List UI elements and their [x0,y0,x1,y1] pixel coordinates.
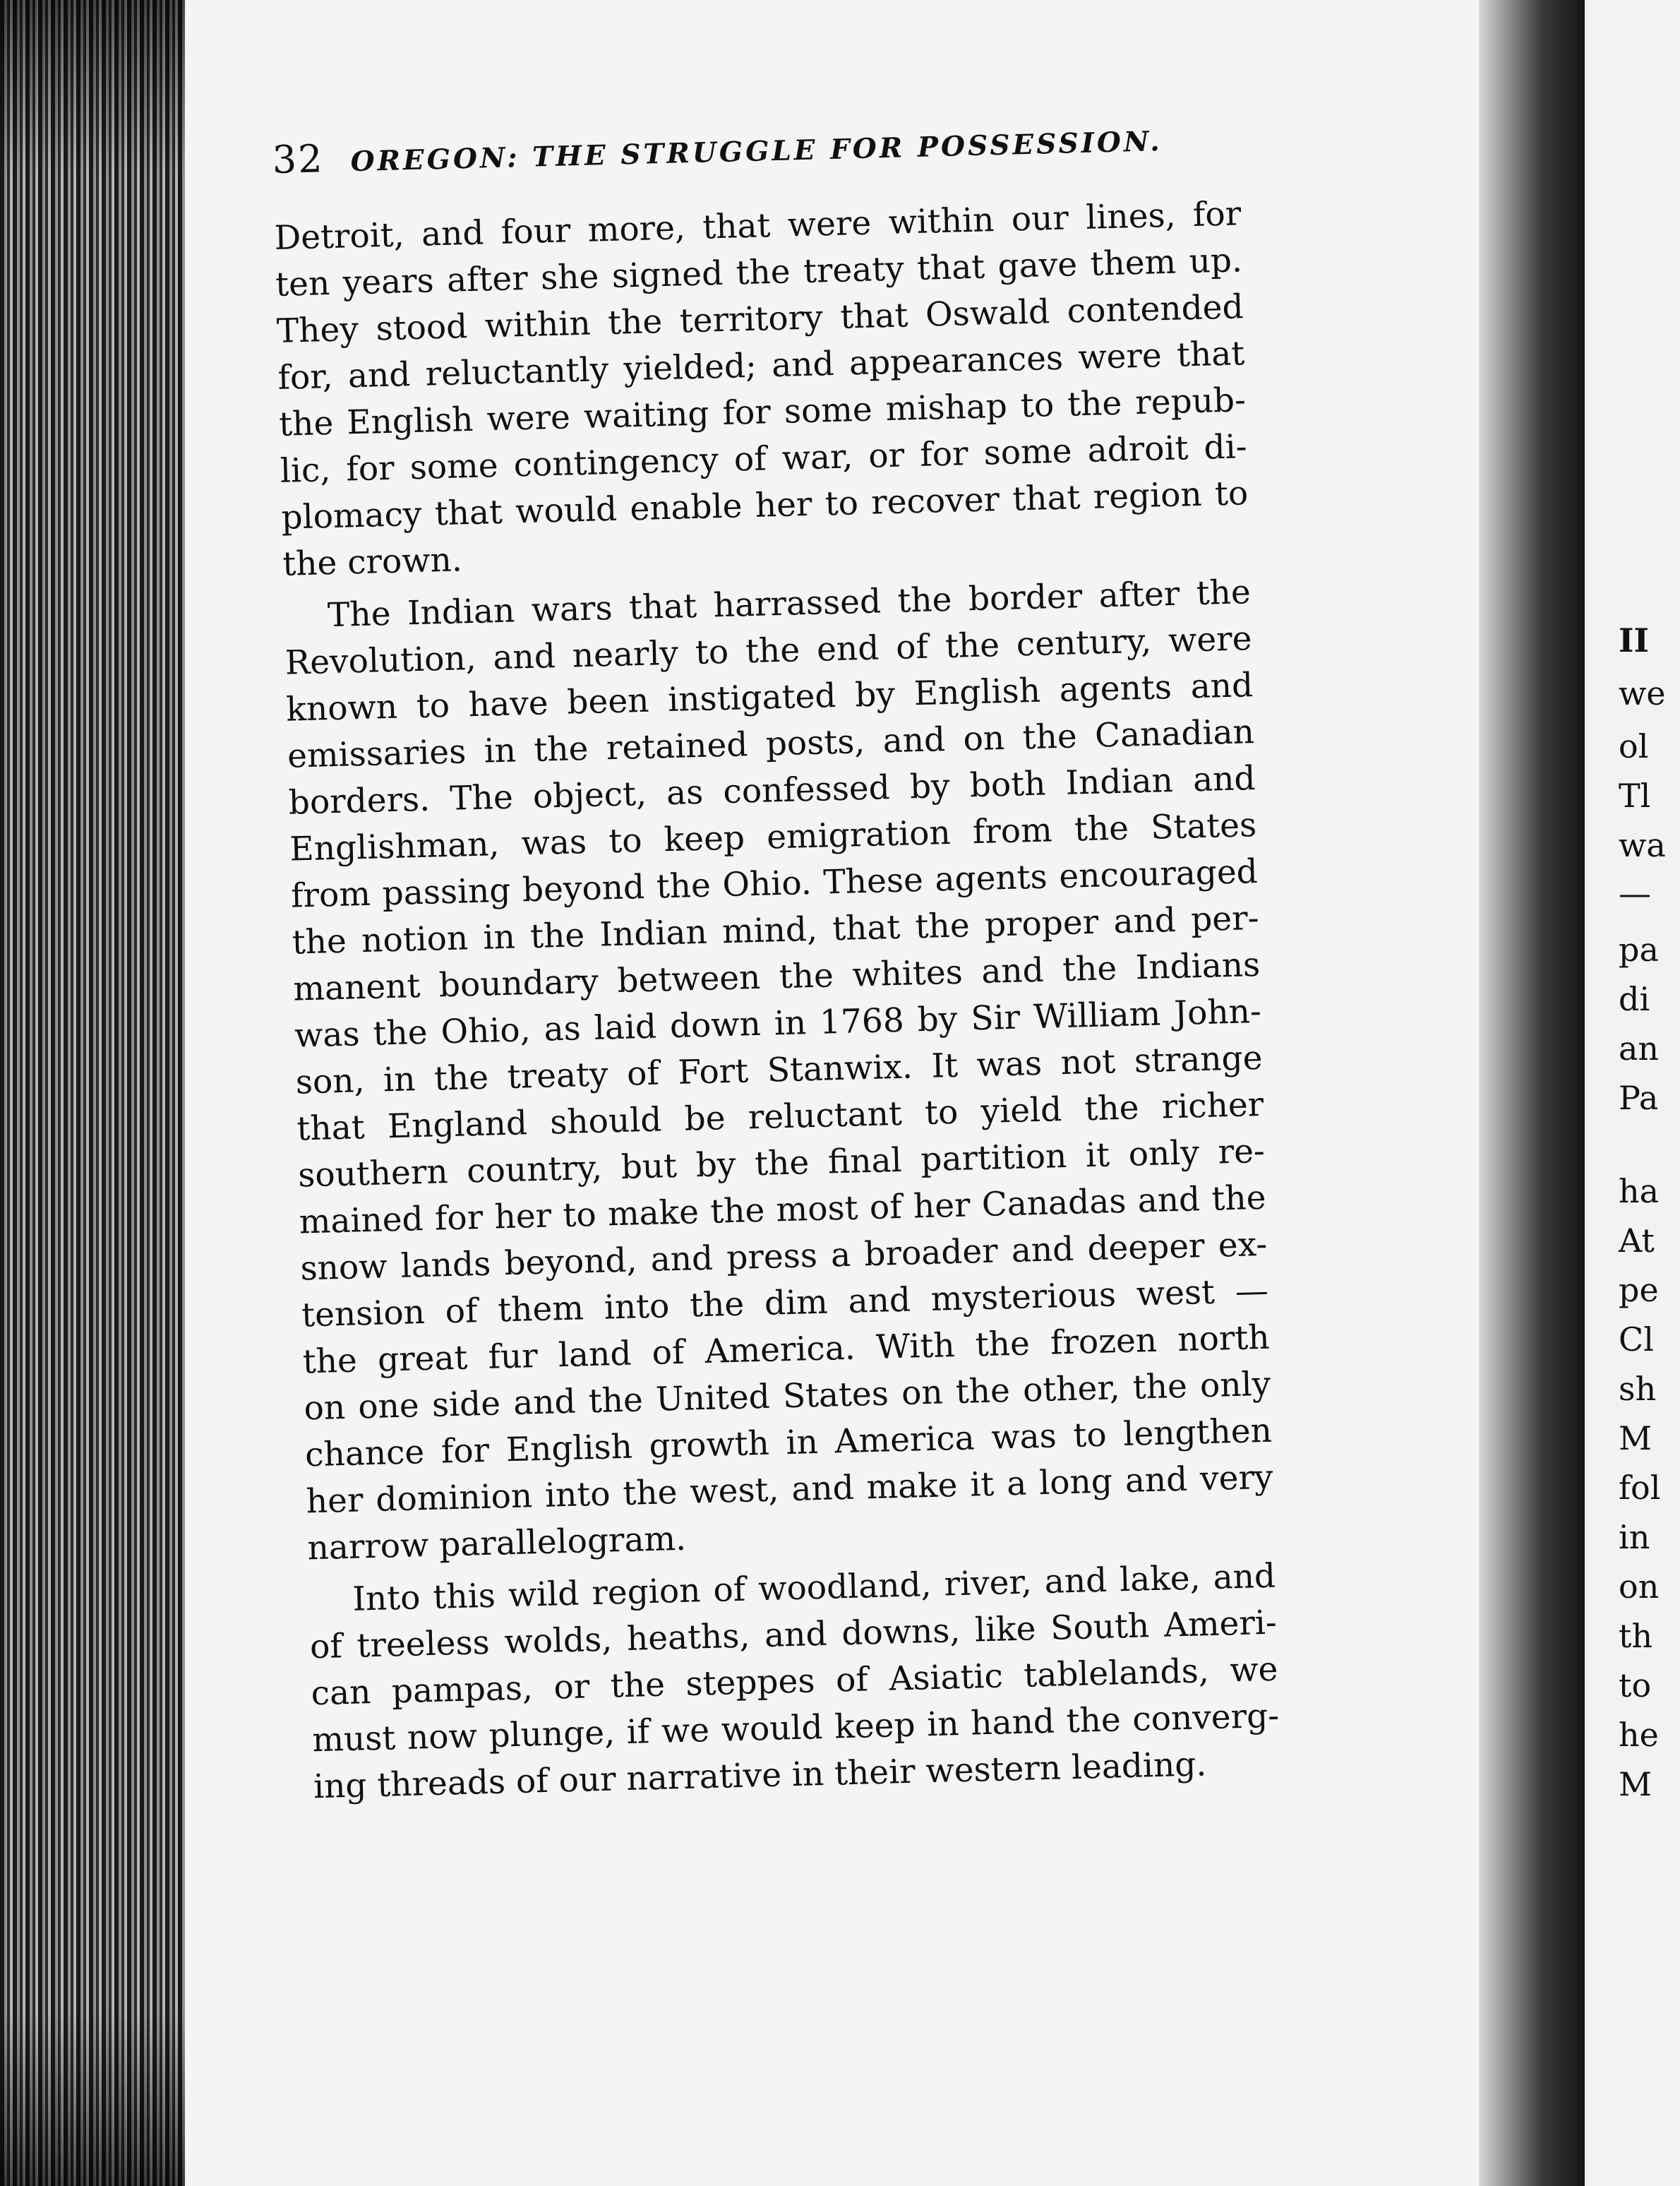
facing-fragment: Pa [1619,1079,1659,1117]
text-line: emissaries in the retained posts, and on the Canadian [287,712,1255,776]
facing-fragment: M [1619,1419,1652,1457]
facing-fragment: to [1619,1666,1652,1704]
text-line: ten years after she signed the treaty that gave them up. [275,241,1243,304]
paragraph-3 [308,1547,1528,1810]
paragraph-2 [283,563,1522,1572]
text-line: can pampas, or the steppes of Asiatic tablelands, we [311,1649,1279,1714]
facing-fragment: pe [1619,1271,1659,1309]
text-line: narrow parallelogram. [306,1519,687,1568]
text-line: from passing beyond the Ohio. These agents encouraged [290,852,1259,916]
text-line: manent boundary between the whites and the Indians [292,945,1261,1009]
facing-fragment: pa [1619,931,1659,969]
text-line: Detroit, and four more, that were within our lines, for [273,194,1242,258]
text-line: her dominion into the west, and make it a long and very [306,1457,1274,1522]
running-title: OREGON: THE STRUGGLE FOR POSSESSION. [350,125,1163,179]
facing-fragment: — [1619,874,1651,912]
text-line: The Indian wars that harrassed the border after the [327,573,1252,635]
text-line: lic, for some contingency of war, or for some adroit di- [280,427,1248,491]
text-line: known to have been instigated by English agents and [285,666,1254,729]
text-line: the notion in the Indian mind, that the proper and per- [292,898,1260,962]
facing-fragment: II [1619,621,1650,659]
facing-fragment: an [1619,1029,1660,1068]
facing-fragment: th [1619,1617,1653,1655]
text-line: was the Ohio, as laid down in 1768 by Sir William John- [294,991,1262,1056]
text-line: the English were waiting for some mishap to the repub- [278,381,1247,444]
paragraph-1 [274,184,1497,587]
facing-fragment: At [1619,1222,1655,1260]
text-line: for, and reluctantly yielded; and appearances were that [277,334,1245,398]
facing-fragment: wa [1619,826,1666,864]
page-text-block [272,107,1528,1810]
facing-fragment: Tl [1619,777,1651,815]
facing-fragment: ol [1619,727,1649,765]
facing-fragment: sh [1619,1370,1657,1408]
text-line: on one side and the United States on the other, the only [303,1364,1271,1428]
text-line: They stood within the territory that Oswald contended [276,287,1244,351]
facing-fragment: fol [1619,1469,1661,1507]
text-line: tension of them into the dim and mysterious west — [301,1271,1269,1335]
facing-page [1585,0,1680,2186]
text-line: the great fur land of America. With the frozen north [302,1318,1271,1382]
text-line: the crown. [282,540,463,584]
text-line: Into this wild region of woodland, river, and lake, and [352,1556,1276,1619]
facing-fragment: in [1619,1518,1650,1556]
text-line: borders. The object, as confessed by both Indian and [288,759,1256,823]
text-line: ing threads of our narrative in their western leading. [313,1745,1207,1807]
text-line: of treeless wolds, heaths, and downs, like South Ameri- [309,1603,1278,1667]
text-line: that England should be reluctant to yield the richer [296,1085,1264,1149]
text-line: southern country, but by the final partition it only re- [297,1131,1266,1195]
text-line: chance for English growth in America was to lengthen [304,1411,1273,1475]
text-line: plomacy that would enable her to recover that region to [280,474,1249,537]
text-line: son, in the treaty of Fort Stanwix. It was not strange [295,1038,1264,1102]
page-number: 32 [272,136,325,182]
text-line: Englishman, was to keep emigration from the States [289,806,1257,869]
facing-fragment: he [1619,1716,1659,1754]
text-line: Revolution, and nearly to the end of the century, were [284,619,1253,683]
text-line: mained for her to make the most of her Canadas and the [299,1178,1267,1242]
text-line: snow lands beyond, and press a broader and deeper ex- [299,1224,1268,1289]
text-line: must now plunge, if we would keep in hand the converg- [311,1696,1280,1760]
facing-fragment: ha [1619,1172,1660,1210]
facing-fragment: M [1619,1765,1652,1803]
facing-fragment: on [1619,1567,1660,1606]
facing-fragment: we [1619,674,1666,712]
book-page-edges [0,0,191,2186]
facing-fragment: Cl [1619,1320,1654,1358]
facing-fragment: di [1619,980,1650,1018]
